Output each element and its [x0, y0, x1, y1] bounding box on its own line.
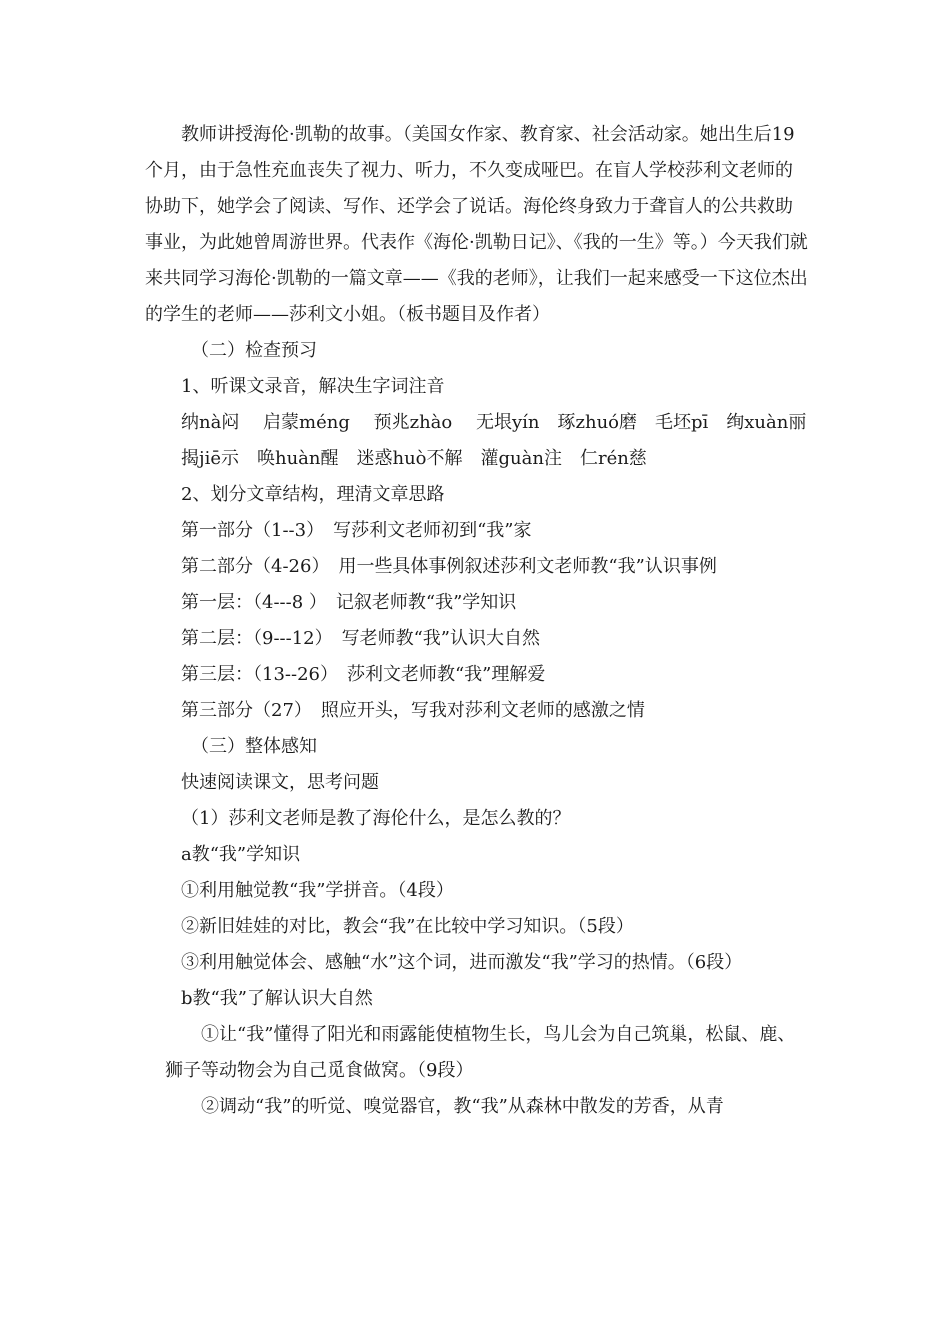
pinyin-line: 揭jiē示 唤huàn醒 迷惑huò不解 灌guàn注 仁rén慈 — [181, 448, 647, 469]
structure-item: 第一部分（1--3） 写莎利文老师初到“我”家 — [181, 520, 532, 541]
document-body — [145, 117, 810, 1125]
intro-paragraph: 教师讲授海伦·凯勒的故事。（美国女作家、教育家、社会活动家。她出生后19个月，由于急性充血丧失了视力、听力，不久变成哑巴。在盲人学校莎利文老师的协助下，她学会了阅读、写作、还学会了说话。海伦终身致力于聋盲人的公共救助事业，为此她曾周游世界。代表作《海伦·凯勒日记》、《我的一生》等。）今天我们就来共同学习海伦·凯勒的一篇文章——《我的老师》，让我们一起来感受一下这位杰出的学生的老师——莎利文小姐。（板书题目及作者） — [145, 124, 808, 325]
structure-item: 第三层：（13--26） 莎利文老师教“我”理解爱 — [181, 664, 546, 685]
section-heading-preview-check: （二）检查预习 — [191, 340, 317, 361]
list-item: 快速阅读课文，思考问题 — [181, 772, 379, 793]
sub-heading: a教“我”学知识 — [181, 844, 301, 865]
list-item: ①利用触觉教“我”学拼音。（4段） — [181, 880, 454, 901]
pinyin-line: 纳nà闷 启蒙méng 预兆zhào 无垠yín 琢zhuó磨 毛坯pī 绚xuàn丽 — [181, 412, 807, 433]
section-heading-overall: （三）整体感知 — [191, 736, 317, 757]
structure-item: 第二层：（9---12） 写老师教“我”认识大自然 — [181, 628, 541, 649]
sub-heading: b教“我”了解认识大自然 — [181, 988, 373, 1009]
list-item: ③利用触觉体会、感触“水”这个词，进而激发“我”学习的热情。（6段） — [181, 952, 743, 973]
structure-item: 第三部分（27） 照应开头，写我对莎利文老师的感激之情 — [181, 700, 645, 721]
question-item: （1）莎利文老师是教了海伦什么，是怎么教的？ — [181, 808, 571, 829]
list-item: 2、划分文章结构，理清文章思路 — [181, 484, 445, 505]
list-item: ①让“我”懂得了阳光和雨露能使植物生长，鸟儿会为自己筑巢，松鼠、鹿、狮子等动物会为自己觅食做窝。（9段） — [165, 1024, 796, 1081]
list-item: ②调动“我”的听觉、嗅觉器官，教“我”从森林中散发的芳香，从青 — [201, 1096, 724, 1117]
structure-item: 第一层：（4---8 ） 记叙老师教“我”学知识 — [181, 592, 517, 613]
list-item: ②新旧娃娃的对比，教会“我”在比较中学习知识。（5段） — [181, 916, 634, 937]
structure-item: 第二部分（4-26） 用一些具体事例叙述莎利文老师教“我”认识事例 — [181, 556, 717, 577]
list-item: 1、听课文录音，解决生字词注音 — [181, 376, 445, 397]
